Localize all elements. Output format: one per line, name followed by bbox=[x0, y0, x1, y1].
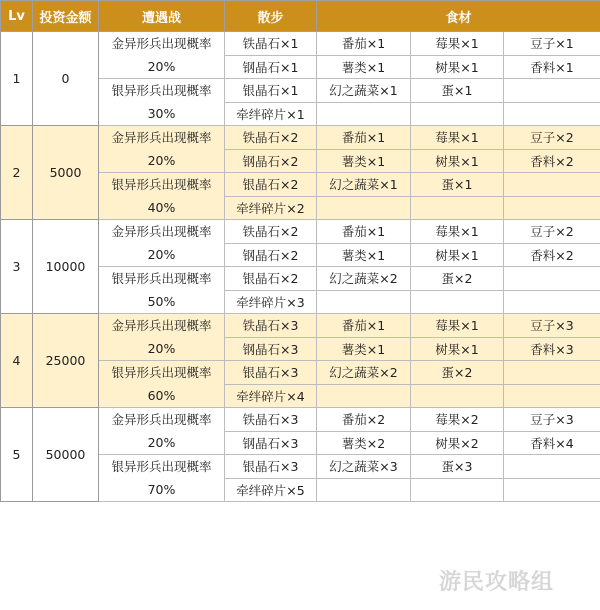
amount-cell: 50000 bbox=[33, 408, 99, 502]
gold-encounter-rate: 20% bbox=[147, 435, 176, 450]
food-cell: 薯类×1 bbox=[317, 337, 411, 361]
food-cell: 蛋×3 bbox=[411, 455, 504, 479]
gold-encounter-label: 金异形兵出现概率 bbox=[111, 412, 212, 427]
food-cell: 蛋×2 bbox=[411, 361, 504, 385]
food-cell: 香料×4 bbox=[504, 431, 600, 455]
silver-encounter-rate: 70% bbox=[147, 482, 176, 497]
gold-encounter-label: 金异形兵出现概率 bbox=[111, 224, 212, 239]
walk-reward-cell: 铁晶石×3 bbox=[225, 408, 317, 432]
table-row bbox=[1, 220, 600, 244]
silver-encounter-cell bbox=[99, 79, 225, 126]
header-row bbox=[1, 1, 600, 32]
food-cell: 薯类×2 bbox=[317, 431, 411, 455]
gold-encounter-label: 金异形兵出现概率 bbox=[111, 130, 212, 145]
walk-reward-cell: 银晶石×3 bbox=[225, 361, 317, 385]
gold-encounter-cell bbox=[99, 314, 225, 361]
walk-reward-cell: 钢晶石×2 bbox=[225, 243, 317, 267]
level-cell: 2 bbox=[1, 126, 33, 220]
level-cell: 1 bbox=[1, 32, 33, 126]
food-cell: 番茄×1 bbox=[317, 126, 411, 150]
header-encounter: 遭遇战 bbox=[99, 1, 225, 32]
food-cell: 幻之蔬菜×3 bbox=[317, 455, 411, 479]
silver-encounter-label: 银异形兵出现概率 bbox=[111, 83, 212, 98]
header-amount: 投资金额 bbox=[33, 1, 99, 32]
walk-reward-cell: 牵绊碎片×4 bbox=[225, 384, 317, 408]
food-cell: 番茄×2 bbox=[317, 408, 411, 432]
food-cell: 豆子×3 bbox=[504, 408, 600, 432]
food-cell bbox=[504, 196, 600, 220]
food-cell: 豆子×2 bbox=[504, 220, 600, 244]
food-cell: 蛋×1 bbox=[411, 173, 504, 197]
food-cell: 蛋×2 bbox=[411, 267, 504, 291]
gold-encounter-cell bbox=[99, 126, 225, 173]
food-cell: 香料×1 bbox=[504, 55, 600, 79]
silver-encounter-label: 银异形兵出现概率 bbox=[111, 271, 212, 286]
food-cell bbox=[317, 478, 411, 502]
food-cell: 豆子×1 bbox=[504, 32, 600, 56]
food-cell: 幻之蔬菜×1 bbox=[317, 79, 411, 103]
food-cell bbox=[411, 196, 504, 220]
walk-reward-cell: 牵绊碎片×3 bbox=[225, 290, 317, 314]
table-row bbox=[1, 126, 600, 150]
food-cell bbox=[504, 290, 600, 314]
food-cell bbox=[411, 384, 504, 408]
gold-encounter-cell bbox=[99, 220, 225, 267]
amount-cell: 0 bbox=[33, 32, 99, 126]
silver-encounter-cell bbox=[99, 173, 225, 220]
silver-encounter-label: 银异形兵出现概率 bbox=[111, 177, 212, 192]
food-cell bbox=[317, 196, 411, 220]
table-row bbox=[1, 32, 600, 56]
food-cell bbox=[411, 102, 504, 126]
silver-encounter-cell bbox=[99, 361, 225, 408]
gold-encounter-label: 金异形兵出现概率 bbox=[111, 36, 212, 51]
gold-encounter-rate: 20% bbox=[147, 59, 176, 74]
walk-reward-cell: 铁晶石×2 bbox=[225, 220, 317, 244]
gold-encounter-rate: 20% bbox=[147, 247, 176, 262]
food-cell: 番茄×1 bbox=[317, 314, 411, 338]
food-cell bbox=[317, 384, 411, 408]
walk-reward-cell: 牵绊碎片×5 bbox=[225, 478, 317, 502]
level-cell: 3 bbox=[1, 220, 33, 314]
amount-cell: 25000 bbox=[33, 314, 99, 408]
level-cell: 5 bbox=[1, 408, 33, 502]
level-cell: 4 bbox=[1, 314, 33, 408]
header-walk: 散步 bbox=[225, 1, 317, 32]
silver-encounter-label: 银异形兵出现概率 bbox=[111, 365, 212, 380]
gold-encounter-cell bbox=[99, 32, 225, 79]
walk-reward-cell: 铁晶石×3 bbox=[225, 314, 317, 338]
gold-encounter-rate: 20% bbox=[147, 153, 176, 168]
food-cell bbox=[504, 384, 600, 408]
food-cell bbox=[504, 267, 600, 291]
food-cell bbox=[504, 102, 600, 126]
walk-reward-cell: 钢晶石×1 bbox=[225, 55, 317, 79]
food-cell bbox=[504, 173, 600, 197]
gold-encounter-cell bbox=[99, 408, 225, 455]
silver-encounter-rate: 30% bbox=[147, 106, 176, 121]
walk-reward-cell: 银晶石×1 bbox=[225, 79, 317, 103]
food-cell bbox=[504, 455, 600, 479]
walk-reward-cell: 银晶石×2 bbox=[225, 267, 317, 291]
food-cell bbox=[504, 478, 600, 502]
walk-reward-cell: 钢晶石×3 bbox=[225, 337, 317, 361]
food-cell: 莓果×1 bbox=[411, 220, 504, 244]
food-cell: 莓果×2 bbox=[411, 408, 504, 432]
food-cell: 幻之蔬菜×2 bbox=[317, 361, 411, 385]
walk-reward-cell: 铁晶石×2 bbox=[225, 126, 317, 150]
table-row bbox=[1, 408, 600, 432]
walk-reward-cell: 银晶石×2 bbox=[225, 173, 317, 197]
food-cell bbox=[504, 79, 600, 103]
walk-reward-cell: 钢晶石×2 bbox=[225, 149, 317, 173]
food-cell: 莓果×1 bbox=[411, 126, 504, 150]
silver-encounter-rate: 50% bbox=[147, 294, 176, 309]
walk-reward-cell: 银晶石×3 bbox=[225, 455, 317, 479]
food-cell: 薯类×1 bbox=[317, 149, 411, 173]
silver-encounter-rate: 40% bbox=[147, 200, 176, 215]
food-cell: 番茄×1 bbox=[317, 32, 411, 56]
silver-encounter-cell bbox=[99, 455, 225, 502]
walk-reward-cell: 钢晶石×3 bbox=[225, 431, 317, 455]
food-cell: 幻之蔬菜×1 bbox=[317, 173, 411, 197]
header-food: 食材 bbox=[317, 1, 600, 32]
food-cell: 豆子×3 bbox=[504, 314, 600, 338]
food-cell: 树果×1 bbox=[411, 337, 504, 361]
food-cell bbox=[317, 290, 411, 314]
table-row bbox=[1, 314, 600, 338]
watermark: 游民攻略组 bbox=[438, 570, 554, 595]
food-cell: 薯类×1 bbox=[317, 243, 411, 267]
food-cell: 香料×2 bbox=[504, 149, 600, 173]
silver-encounter-rate: 60% bbox=[147, 388, 176, 403]
gold-encounter-label: 金异形兵出现概率 bbox=[111, 318, 212, 333]
food-cell bbox=[411, 478, 504, 502]
food-cell: 蛋×1 bbox=[411, 79, 504, 103]
food-cell: 莓果×1 bbox=[411, 32, 504, 56]
food-cell bbox=[504, 361, 600, 385]
food-cell: 幻之蔬菜×2 bbox=[317, 267, 411, 291]
food-cell bbox=[317, 102, 411, 126]
walk-reward-cell: 铁晶石×1 bbox=[225, 32, 317, 56]
food-cell: 树果×1 bbox=[411, 55, 504, 79]
food-cell: 树果×1 bbox=[411, 243, 504, 267]
walk-reward-cell: 牵绊碎片×2 bbox=[225, 196, 317, 220]
gold-encounter-rate: 20% bbox=[147, 341, 176, 356]
food-cell: 树果×2 bbox=[411, 431, 504, 455]
food-cell: 香料×3 bbox=[504, 337, 600, 361]
food-cell: 香料×2 bbox=[504, 243, 600, 267]
silver-encounter-label: 银异形兵出现概率 bbox=[111, 459, 212, 474]
food-cell bbox=[411, 290, 504, 314]
food-cell: 莓果×1 bbox=[411, 314, 504, 338]
food-cell: 薯类×1 bbox=[317, 55, 411, 79]
food-cell: 豆子×2 bbox=[504, 126, 600, 150]
header-lv: Lv bbox=[1, 1, 33, 32]
food-cell: 树果×1 bbox=[411, 149, 504, 173]
food-cell: 番茄×1 bbox=[317, 220, 411, 244]
amount-cell: 5000 bbox=[33, 126, 99, 220]
silver-encounter-cell bbox=[99, 267, 225, 314]
amount-cell: 10000 bbox=[33, 220, 99, 314]
walk-reward-cell: 牵绊碎片×1 bbox=[225, 102, 317, 126]
